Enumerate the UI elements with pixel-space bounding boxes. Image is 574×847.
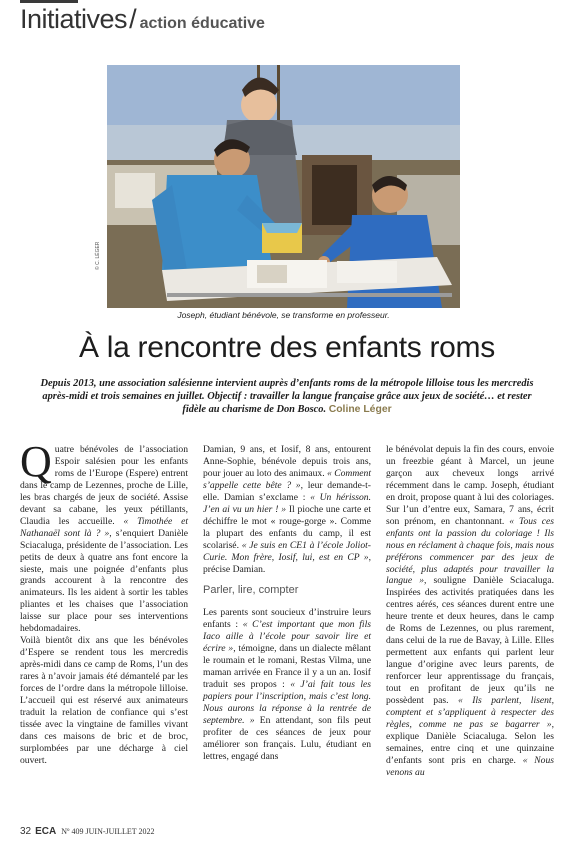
- column-2: [203, 444, 371, 763]
- section-subtitle: action éducative: [139, 15, 265, 32]
- subheading: Parler, lire, compter: [203, 584, 299, 597]
- col3-text-a: le bénévolat depuis la fin des cours, envoie un freezbie géant à Marcel, un jeune garçon aux cheveux longs arrivé récemment dans le camp. Joseph, étudiant en droit, propose quant à lui des coloriages. Sur l’un d’entre eux, Samara, 7 ans, écrit son prénom, en chantonnant.: [386, 444, 554, 527]
- col1-quote-1: « Timothée et Nathanaël sont là ? »: [20, 515, 188, 539]
- col2-text-d: , précise Damian.: [203, 551, 371, 575]
- page-footer: [20, 826, 154, 837]
- col3-quote-3: « Nous venons au: [386, 754, 554, 778]
- col2-quote-3: « Je suis en CE1 à l’école Joliot-Curie. Mon frère, Iosif, lui, est en CP »: [203, 539, 371, 563]
- col2-text-c: Il pioche une carte et déchiffre le mot « rouge-gorge ». Comme la plupart des enfants du camp, il est scolarisé.: [203, 503, 371, 551]
- drop-cap: Q: [20, 437, 52, 486]
- section-slash: /: [129, 4, 137, 34]
- col1-paragraph-2: Voilà bientôt dix ans que les bénévoles d’Espere se rendent tous les mercredis après-midi dans ce camp de Roms, l’un des rares à n’avoir jamais été démantelé par les forces de l’ordre dans la métropole lilloise. L’accueil qui est réservé aux animateurs traduit la relation de confiance qui s’est tissée avec la vingtaine de familles vivant dans ces maisons de bric et de broc, surplombées par une décharge à ciel ouvert.: [20, 635, 188, 766]
- col2-text-b: , leur demande-t-elle. Damian s’exclame :: [203, 479, 371, 503]
- col1-paragraph-1: [20, 437, 188, 635]
- col3-paragraph-1: [386, 444, 554, 779]
- section-header: [20, 4, 265, 42]
- col2-paragraph-2: [203, 607, 371, 762]
- col3-quote-2: « Ils parlent, lisent, comptent et s’appliquent à respecter des règles, comme ne pas se bagarrer »: [386, 695, 554, 730]
- col3-quote-1: « Tous ces enfants ont la passion du coloriage ! Ils nous en réclament à chaque fois, mais nous préférons commencer par des jeux de société, plus adaptés pour travailler la langue »: [386, 515, 554, 587]
- col2-text-a: Damian, 9 ans, et Iosif, 8 ans, entourent Anne-Sophie, bénévole depuis trois ans, pour jouer au loto des animaux.: [203, 444, 371, 479]
- column-1: [20, 437, 188, 767]
- col2-paragraph-1: [203, 444, 371, 575]
- header-rule: [20, 0, 78, 3]
- col2-text-e: Les parents sont soucieux d’instruire leurs enfants :: [203, 607, 371, 631]
- col1-text-a: uatre bénévoles de l’association Espoir salésien pour les enfants roms de l’Europe (Espere) entrent dans le camp de Lezennes, proche de Lille, les bras chargés de jeux de société. Assise devant sa cabane, les yeux pétillants, Claudia les accueille.: [20, 444, 188, 527]
- col2-quote-2: « Un hérisson. J’en ai vu un hier ! »: [203, 491, 371, 515]
- issue-info: Nº 409 JUIN-JUILLET 2022: [61, 827, 155, 836]
- col3-text-b: , souligne Danièle Sciacaluga. Inspirées des activités pratiquées dans les centres aérés, ces séances durent entre une heure trente et deux heures, dans le camp de Roms de Lezennes, ou plus rarement, dans celui de la rue de Bavay, à Lille. Elles permettent aux enfants qui parlent leur langue d’origine avec leurs parents, de renforcer leur apprentissage du français, tout en profitant de jeux qu’ils ne possèdent pas.: [386, 575, 554, 707]
- page-number: 32: [20, 826, 32, 837]
- section-title: Initiatives: [20, 4, 128, 34]
- col3-text-c: , explique Danièle Sciacaluga. Selon les semaines, entre cinq et une quinzaine d’enfants sont pris en charge.: [386, 718, 554, 766]
- photo-credit: © C. LÉGER: [95, 241, 101, 270]
- col2-text-f: , témoigne, dans un dialecte mêlant le roumain et le romani, Restas Vilma, une maman arrivée en France il y a un an. Iosif traduit ses propos :: [203, 643, 371, 691]
- column-3: [386, 444, 554, 779]
- article-photo: [107, 65, 460, 308]
- col2-quote-4: « C’est important que mon fils Iaco aille à l’école pour savoir lire et écrire »: [203, 619, 371, 655]
- photo-caption: Joseph, étudiant bénévole, se transforme en professeur.: [177, 310, 390, 320]
- col2-quote-1: « Comment s’appelle cette bête ? »: [203, 467, 372, 491]
- author-name: Coline Léger: [328, 404, 392, 415]
- col2-quote-5: « J’ai fait tous les papiers pour l’inscription, mais c’est long. Nous aurons la réponse à la rentrée de septembre. »: [203, 679, 371, 727]
- lead-text: Depuis 2013, une association salésienne intervient auprès d’enfants roms de la métropole lilloise tous les mercredis après-midi et trois semaines en juillet. Objectif : travailler la langue française grâce aux jeux de société… et rester fidèle au charisme de Don Bosco.: [40, 378, 534, 415]
- col1-text-b: , s’enquiert Danièle Sciacaluga, présidente de l’association. Les petits de deux à quatre ans font encore la sieste, mais une poignée d’enfants plus grands accourent à la rencontre des animateurs. Ils les aident à sortir les tables pliantes et les chaises que l’association laisse sur place pour ses interventions hebdomadaires.: [20, 527, 188, 635]
- article-title: À la rencontre des enfants roms: [79, 331, 495, 364]
- magazine-name: ECA: [35, 826, 57, 837]
- article-lead: [40, 377, 534, 416]
- col2-text-g: En attendant, son fils peut profiter de ces séances de jeux pour améliorer son français. Lulu, étudiant en lettres, engagé dans: [203, 715, 371, 762]
